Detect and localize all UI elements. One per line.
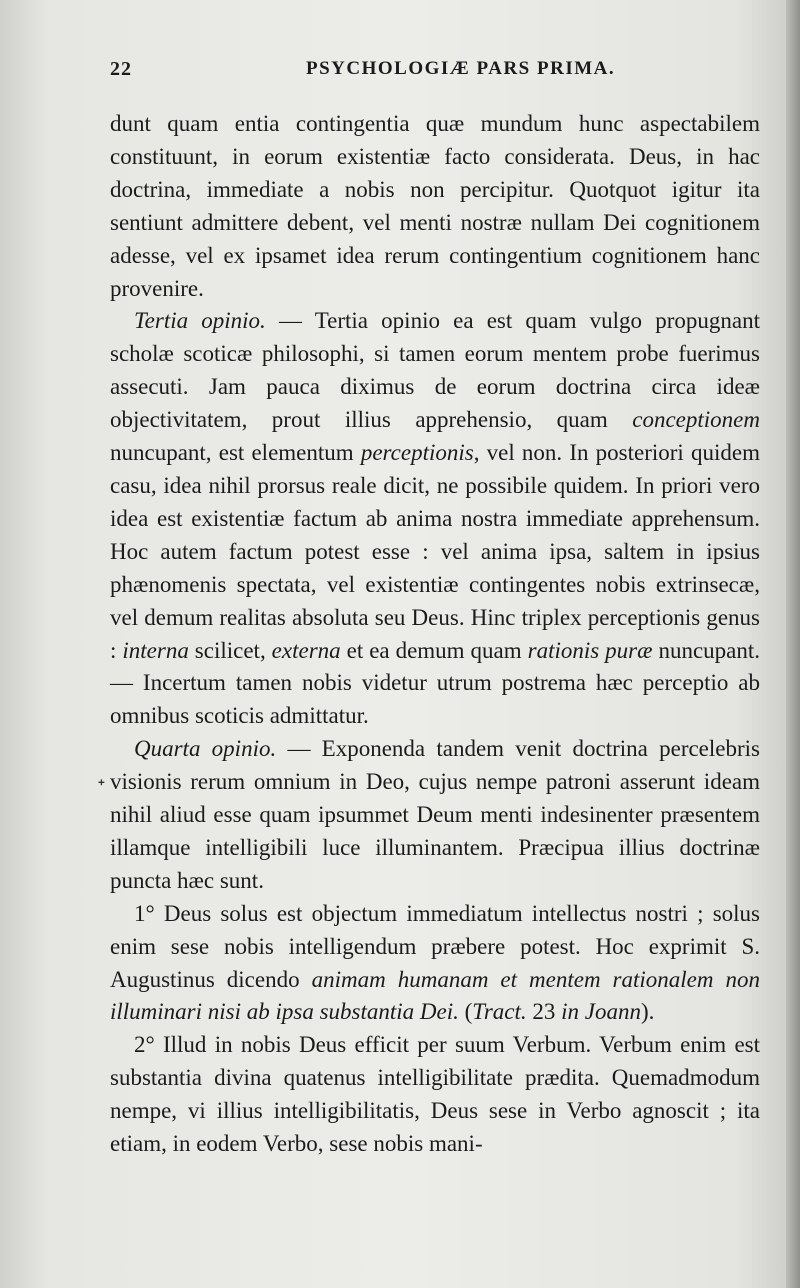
- text-segment: 23: [526, 999, 562, 1025]
- page-header: [110, 54, 750, 84]
- italic-text: conceptionem: [632, 407, 760, 433]
- paragraph-p4: [110, 898, 760, 1030]
- text-segment: nuncupant, est elementum: [110, 440, 361, 466]
- paragraph-p2: [110, 305, 760, 733]
- italic-text: perceptionis: [360, 440, 474, 466]
- italic-text: Tract.: [472, 999, 527, 1025]
- text-segment: — Tertia opinio ea est quam vulgo propugnant scholæ scoticæ philosophi, si tamen eorum mentem probe fuerimus assecuti. Jam pauca diximus de eorum doctrina circa ideæ objectivitatem, prout illius apprehensio, quam: [110, 308, 760, 433]
- paragraph-p3: [110, 733, 760, 898]
- text-segment: nuncupant. — Incertum tamen nobis videtur utrum postrema hæc perceptio ab omnibus scoticis admittatur.: [110, 637, 761, 729]
- margin-mark: ᐩ: [97, 774, 106, 799]
- text-segment: , vel non. In posteriori quidem casu, idea nihil prorsus reale dicit, ne possibile quidem. In priori vero idea est existentiæ factum ab anima nostra immediate apprehensum. Hoc autem factum potest esse : vel anima ipsa, saltem in ipsius phænomenis spectata, vel existentiæ contingentes nobis extrinsecæ, vel demum realitas absoluta seu Deus. Hinc triplex perceptionis genus :: [110, 440, 760, 663]
- italic-text: interna: [122, 637, 189, 663]
- italic-text: Quarta opinio.: [134, 736, 277, 762]
- text-segment: 2° Illud in nobis Deus efficit per suum Verbum. Verbum enim est substantia divina quatenus intelligibilitate prædita. Quemadmodum nempe, vi illius intelligibilitatis, Deus sese in Verbo agnoscit ; ita etiam, in eodem Verbo, sese nobis mani-: [110, 1032, 760, 1157]
- text-segment: scilicet,: [188, 637, 272, 663]
- paragraph-p1: [110, 108, 760, 305]
- body-text: [110, 108, 760, 1161]
- italic-text: animam humanam et mentem rationalem non illuminari nisi ab ipsa substantia Dei.: [110, 966, 760, 1025]
- italic-text: externa: [271, 637, 341, 663]
- italic-text: Tertia opinio.: [134, 308, 266, 334]
- page-number: 22: [110, 58, 132, 80]
- running-title: PSYCHOLOGIÆ PARS PRIMA.: [306, 58, 616, 79]
- text-segment: — Exponenda tandem venit doctrina percelebris visionis rerum omnium in Deo, cujus nempe patroni asserunt ideam nihil aliud esse quam ipsummet Deum menti indesinenter præsentem illamque intelligibili luce illuminantem. Præcipua illius doctrinæ puncta hæc sunt.: [110, 736, 760, 893]
- text-segment: dunt quam entia contingentia quæ mundum hunc aspectabilem constituunt, in eorum existentiæ facto considerata. Deus, in hac doctrina, immediate a nobis non percipitur. Quotquot igitur ita sentiunt admittere debent, vel menti nostræ nullam Dei cognitionem adesse, vel ex ipsamet idea rerum contingentium cognitionem hanc provenire.: [110, 111, 760, 301]
- text-segment: (: [458, 999, 473, 1025]
- text-segment: 1° Deus solus est objectum immediatum intellectus nostri ; solus enim sese nobis intelligendum præbere potest. Hoc exprimit S. Augustinus dicendo: [110, 900, 760, 992]
- paragraph-p5: [110, 1029, 760, 1161]
- text-segment: et ea demum quam: [340, 637, 528, 663]
- page-edge: [786, 0, 800, 1288]
- italic-text: rationis puræ: [527, 637, 653, 663]
- text-segment: ).: [640, 999, 655, 1025]
- italic-text: in Joann: [561, 999, 641, 1025]
